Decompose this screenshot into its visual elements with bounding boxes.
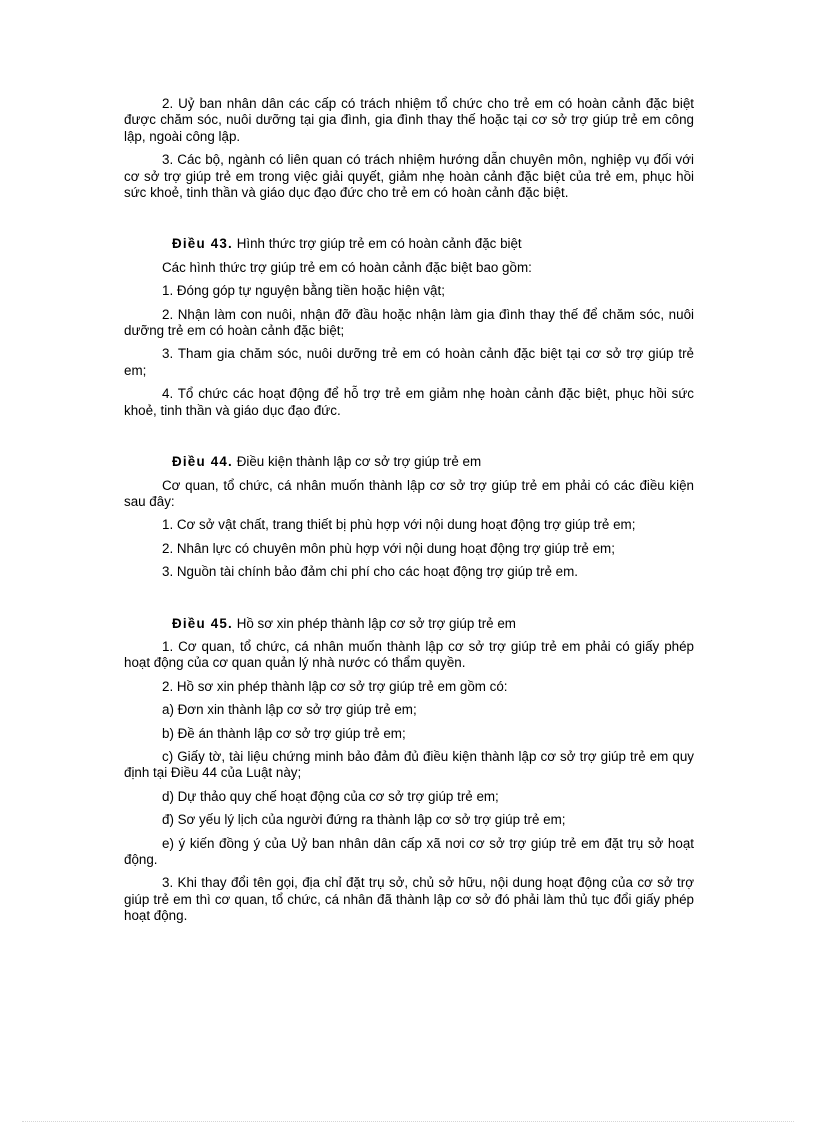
paragraph: Các hình thức trợ giúp trẻ em có hoàn cảnh đặc biệt bao gồm: <box>162 259 532 275</box>
page-bottom-divider <box>22 1121 794 1122</box>
paragraph: 2. Nhân lực có chuyên môn phù hợp với nội dung hoạt động trợ giúp trẻ em; <box>162 540 615 556</box>
paragraph: 3. Nguồn tài chính bảo đảm chi phí cho các hoạt động trợ giúp trẻ em. <box>162 564 578 580</box>
paragraph: d) Dự thảo quy chế hoạt động của cơ sở trợ giúp trẻ em; <box>162 788 499 804</box>
article-heading-43 <box>124 236 694 252</box>
paragraph: đ) Sơ yếu lý lịch của người đứng ra thành lập cơ sở trợ giúp trẻ em; <box>162 812 566 828</box>
article-number: Điều 43. <box>172 236 233 252</box>
paragraph: c) Giấy tờ, tài liệu chứng minh bảo đảm đủ điều kiện thành lập cơ sở trợ giúp trẻ em quy định tại Điều 44 của Luật này; <box>124 748 694 781</box>
article-title: Hình thức trợ giúp trẻ em có hoàn cảnh đặc biệt <box>236 236 522 252</box>
paragraph: 3. Các bộ, ngành có liên quan có trách nhiệm hướng dẫn chuyên môn, nghiệp vụ đối với cơ sở trợ giúp trẻ em trong việc giải quyết, giảm nhẹ hoàn cảnh đặc biệt của trẻ em, phục hồi sức khoẻ, tinh thần và giáo dục đạo đức cho trẻ em có hoàn cảnh đặc biệt. <box>124 152 694 201</box>
article-title: Điều kiện thành lập cơ sở trợ giúp trẻ em <box>236 454 482 470</box>
article-title: Hồ sơ xin phép thành lập cơ sở trợ giúp trẻ em <box>236 615 516 631</box>
paragraph: 4. Tổ chức các hoạt động để hỗ trợ trẻ em giảm nhẹ hoàn cảnh đặc biệt, phục hồi sức khoẻ, tinh thần và giáo dục đạo đức. <box>124 386 694 418</box>
document-page <box>124 96 694 925</box>
article-heading-45 <box>124 616 694 632</box>
article-number: Điều 45. <box>172 615 233 631</box>
paragraph: 3. Tham gia chăm sóc, nuôi dưỡng trẻ em có hoàn cảnh đặc biệt tại cơ sở trợ giúp trẻ em; <box>124 346 694 378</box>
paragraph: 2. Nhận làm con nuôi, nhận đỡ đầu hoặc nhận làm gia đình thay thế để chăm sóc, nuôi dưỡng trẻ em có hoàn cảnh đặc biệt; <box>124 306 694 339</box>
paragraph: a) Đơn xin thành lập cơ sở trợ giúp trẻ em; <box>162 702 417 718</box>
paragraph: 2. Hồ sơ xin phép thành lập cơ sở trợ giúp trẻ em gồm có: <box>162 678 508 694</box>
paragraph: 3. Khi thay đổi tên gọi, địa chỉ đặt trụ sở, chủ sở hữu, nội dung hoạt động của cơ sở trợ giúp trẻ em thì cơ quan, tổ chức, cá nhân đã thành lập cơ sở đó phải làm thủ tục đổi giấy phép hoạt động. <box>124 875 694 924</box>
article-heading-44 <box>124 454 694 470</box>
paragraph: Cơ quan, tổ chức, cá nhân muốn thành lập cơ sở trợ giúp trẻ em phải có các điều kiện sau đây: <box>124 477 694 509</box>
paragraph: 1. Đóng góp tự nguyện bằng tiền hoặc hiện vật; <box>162 283 445 299</box>
paragraph: b) Đề án thành lập cơ sở trợ giúp trẻ em; <box>162 725 406 741</box>
paragraph: 1. Cơ quan, tổ chức, cá nhân muốn thành lập cơ sở trợ giúp trẻ em phải có giấy phép hoạt động của cơ quan quản lý nhà nước có thẩm quyền. <box>124 638 694 671</box>
article-number: Điều 44. <box>172 454 233 470</box>
paragraph: 2. Uỷ ban nhân dân các cấp có trách nhiệm tổ chức cho trẻ em có hoàn cảnh đặc biệt được chăm sóc, nuôi dưỡng tại gia đình, gia đình thay thế hoặc tại cơ sở trợ giúp trẻ em công lập, ngoài công lập. <box>124 96 694 144</box>
paragraph: e) ý kiến đồng ý của Uỷ ban nhân dân cấp xã nơi cơ sở trợ giúp trẻ em đặt trụ sở hoạt động. <box>124 835 694 867</box>
paragraph: 1. Cơ sở vật chất, trang thiết bị phù hợp với nội dung hoạt động trợ giúp trẻ em; <box>162 517 636 533</box>
